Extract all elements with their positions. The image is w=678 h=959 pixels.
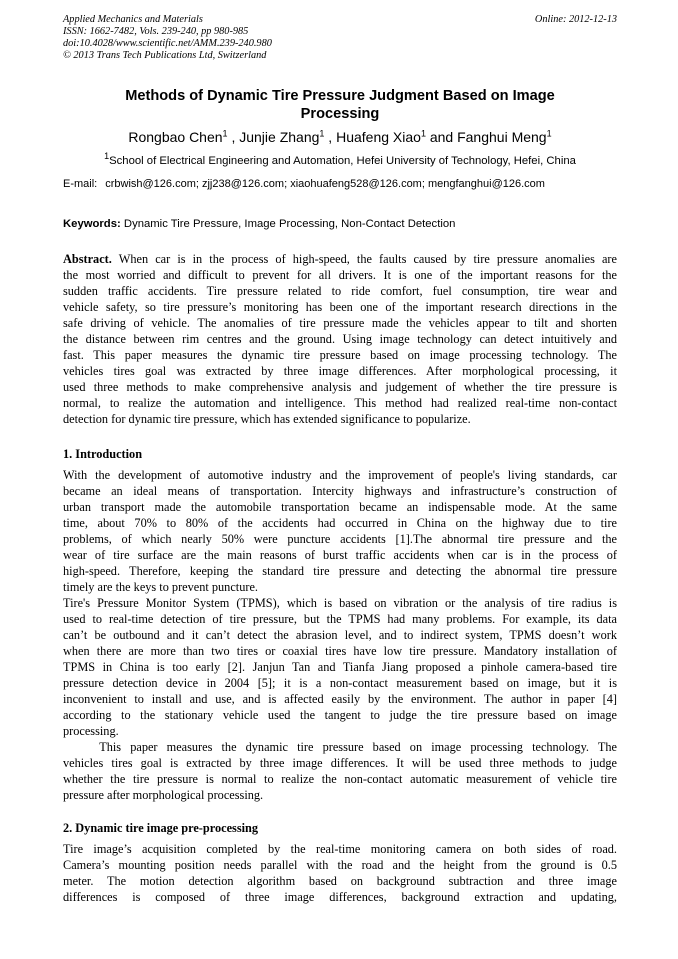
- text-line: With the development of automotive industry and the improvement of people's living standards, car: [63, 468, 617, 482]
- intro-paragraph-2: [63, 595, 617, 739]
- text-line: Tire's Pressure Monitor System (TPMS), which is based on vibration or the analysis of tire radius is: [63, 596, 617, 610]
- author-and: and: [425, 129, 458, 145]
- section-2-paragraph-1: [63, 841, 617, 905]
- text-line: This paper measures the dynamic tire pressure based on image processing technology. The: [63, 740, 617, 754]
- abstract-line: normal, to realize the automation and intelligence. This method had realized real-time non-contact: [63, 396, 617, 410]
- text-line: vehicles tires goal is extracted by three image differences. It will be used three methods to judge: [63, 756, 617, 770]
- author-4: Fanghui Meng: [457, 129, 547, 145]
- journal-name: Applied Mechanics and Materials: [63, 14, 203, 25]
- text-line: urban transport made the automobile transportation became an indispensable mode. At the same: [63, 500, 617, 514]
- email-label: E-mail:: [63, 178, 98, 190]
- affiliation-text: School of Electrical Engineering and Automation, Hefei University of Technology, Hefei, China: [109, 155, 576, 167]
- abstract-line: detection for dynamic tire pressure, which has extended significance to popularize.: [63, 412, 471, 426]
- text-line: differences is composed of three image differences, background extraction and updating,: [63, 890, 617, 904]
- text-line: timely are the keys to prevent puncture.: [63, 580, 258, 594]
- abstract: [63, 251, 617, 427]
- intro-paragraph-1: [63, 467, 617, 595]
- text-line: TPMS in China is too early [2]. Janjun Tan and Tianfa Jiang proposed a pinhole camera-based tire: [63, 660, 617, 674]
- copyright-line: © 2013 Trans Tech Publications Ltd, Switzerland: [63, 50, 267, 61]
- abstract-line: vehicle safety, so tire pressure’s monitoring has been one of the important research directions in the: [63, 300, 617, 314]
- text-line: Tire image’s acquisition completed by the real-time monitoring camera on both sides of road.: [63, 842, 617, 856]
- abstract-line: the distance between rim centres and the ground. Using image technology can detect intuitively and: [63, 332, 617, 346]
- email-addresses: crbwish@126.com; zjj238@126.com; xiaohuafeng528@126.com; mengfanghui@126.com: [105, 178, 545, 190]
- keywords: [63, 217, 617, 231]
- abstract-line: sudden traffic accidents. Tire pressure related to ride comfort, fuel consumption, tire wear and: [63, 284, 617, 298]
- author-2: Junjie Zhang: [239, 129, 320, 145]
- title-line-2: Processing: [300, 106, 380, 122]
- author-1-affil: 1: [222, 128, 228, 139]
- text-line: pressure after morphological processing.: [63, 788, 264, 802]
- text-line: meter. The motion detection algorithm based on background subtraction and three image: [63, 874, 617, 888]
- keywords-label: Keywords:: [63, 218, 121, 230]
- author-3: Huafeng Xiao: [336, 129, 421, 145]
- text-line: when there are more than two tires or coaxial tires have low tire pressure. Mandatory installation of: [63, 644, 617, 658]
- keywords-text: Dynamic Tire Pressure, Image Processing, Non-Contact Detection: [120, 218, 456, 230]
- abstract-line: fast. This paper measures the dynamic tire pressure based on image processing technology. The: [63, 348, 617, 362]
- text-line: inconvenient to install and use, and is affected easily by the environment. The author in paper [4]: [63, 692, 617, 706]
- text-line: processing.: [63, 724, 119, 738]
- text-line: pressure detection device in 2004 [5]; it is a non-contact measurement based on image, but it is: [63, 676, 617, 690]
- abstract-line: the most worried and difficult to prevent for all drivers. It is one of the important reasons for the: [63, 268, 617, 282]
- text-line: problems, of which nearly 50% were puncture accidents [1].The abnormal tire pressure and the: [63, 532, 617, 546]
- affiliation: [63, 151, 617, 168]
- abstract-label: Abstract.: [63, 252, 112, 266]
- text-line: used to real-time detection of tire pressure, but the TPMS had many problems. For example, its data: [63, 612, 617, 626]
- author-sep-1: ,: [227, 129, 240, 145]
- abstract-line: used three methods to make comprehensive analysis and judgement of whether the tire pressure is: [63, 380, 617, 394]
- author-list: [63, 128, 617, 146]
- text-line: can’t be outbound and it can’t detect the abrasion level, and to indirect system, TPMS doesn’t work: [63, 628, 617, 642]
- text-line: time, about 70% to 80% of the accidents had occurred in China on the highway due to tire: [63, 516, 617, 530]
- title-line-1: Methods of Dynamic Tire Pressure Judgment Based on Image: [125, 88, 555, 104]
- text-line: wear of tire surface are the main reasons of burst traffic accidents when car is in the process of: [63, 548, 617, 562]
- text-line: became an ideal means of transportation. Intercity highways and infrastructure’s construction of: [63, 484, 617, 498]
- text-line: Camera’s mounting position needs parallel with the road and the height from the ground is 0.5: [63, 858, 617, 872]
- journal-header: [63, 14, 617, 62]
- text-line: whether the tire pressure is normal to realize the non-contact automatic measurement of vehicle tire: [63, 772, 617, 786]
- issn-line: ISSN: 1662-7482, Vols. 239-240, pp 980-985: [63, 26, 249, 37]
- author-sep-2: ,: [324, 129, 337, 145]
- section-1-heading: 1. Introduction: [63, 447, 143, 461]
- author-2-affil: 1: [319, 128, 325, 139]
- abstract-line: [63, 251, 617, 267]
- text-line: according to the stationary vehicle used the tangent to judge the tire pressure based on image: [63, 708, 617, 722]
- section-2-heading: 2. Dynamic tire image pre-processing: [63, 821, 259, 835]
- paper-title: [63, 87, 617, 123]
- text-line: high-speed. Therefore, keeping the standard tire pressure and detecting the abnormal tire pressure: [63, 564, 617, 578]
- email-line: [63, 177, 617, 191]
- abstract-line-text: When car is in the process of high-speed, the faults caused by tire pressure anomalies are: [111, 252, 617, 266]
- author-3-affil: 1: [420, 128, 426, 139]
- abstract-line: vehicles tires goal was extracted by three image differences. After morphological processing, it: [63, 364, 617, 378]
- affiliation-mark: 1: [104, 151, 110, 162]
- doi-line: doi:10.4028/www.scientific.net/AMM.239-240.980: [63, 38, 272, 49]
- author-4-affil: 1: [546, 128, 552, 139]
- online-date: Online: 2012-12-13: [534, 14, 617, 25]
- intro-paragraph-3: [63, 739, 617, 803]
- author-1: Rongbao Chen: [128, 129, 223, 145]
- abstract-line: safe driving of vehicle. The anomalies of tire pressure made the vehicles appear to tilt and shorten: [63, 316, 617, 330]
